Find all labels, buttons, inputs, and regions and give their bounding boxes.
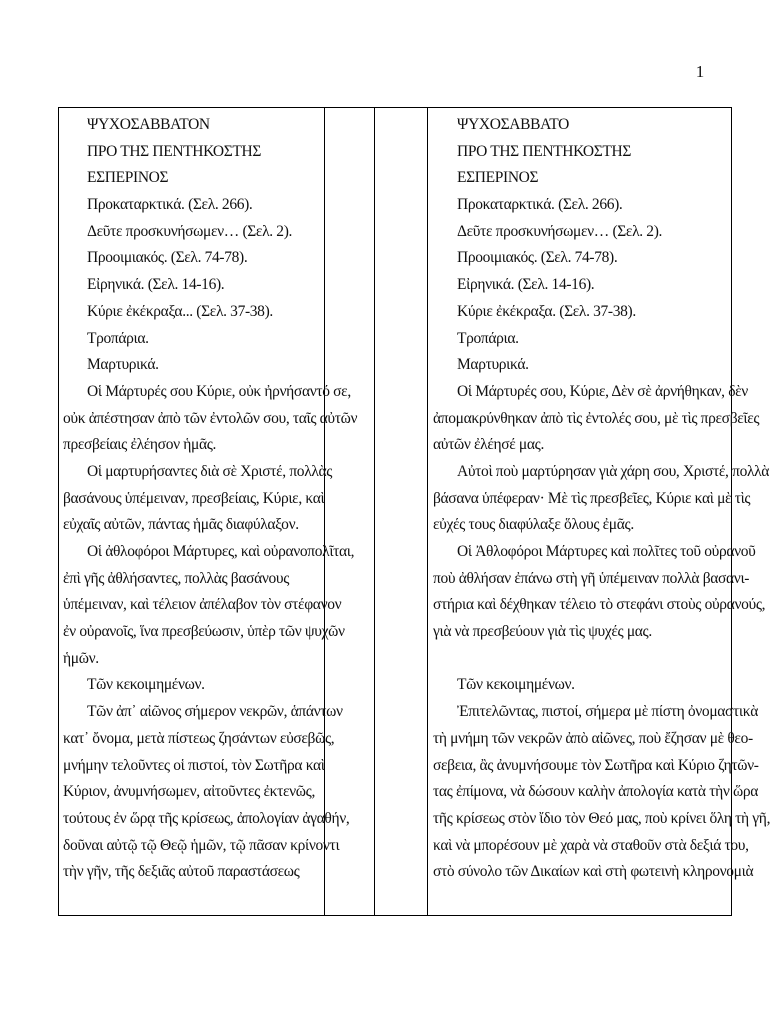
text-line: Οἱ Ἀθλοφόροι Μάρτυρες καὶ πολῖτες τοῦ οὐρανοῦ (457, 543, 756, 560)
text-line: Εἰρηνικά. (Σελ. 14-16). (457, 276, 595, 294)
text-line: Μαρτυρικά. (457, 356, 529, 374)
text-line: Προοιμιακός. (Σελ. 74-78). (87, 249, 248, 267)
text-line: Κύριον, ἀνυμνήσωμεν, αἰτοῦντες ἐκτενῶς, (63, 783, 315, 801)
text-line: σεβεια, ἂς ἀνυμνήσουμε τὸν Σωτῆρα καὶ Κύριο ζητῶν- (433, 756, 759, 774)
text-line: Οἱ ἀθλοφόροι Μάρτυρες, καὶ οὐρανοπολῖται, (87, 543, 355, 560)
text-line: πρεσβείαις ἐλέησον ἡμᾶς. (63, 436, 217, 454)
text-line: Προκαταρκτικά. (Σελ. 266). (87, 196, 253, 214)
text-line: Προοιμιακός. (Σελ. 74-78). (457, 249, 618, 267)
text-line: Οἱ Μάρτυρές σου, Κύριε, Δὲν σὲ ἀρνήθηκαν, δὲν (457, 382, 748, 400)
text-line: ΕΣΠΕΡΙΝΟΣ (87, 169, 169, 187)
text-line: Μαρτυρικά. (87, 356, 159, 374)
modern-greek-column (433, 108, 770, 886)
text-line: τούτους ἐν ὥρᾳ τῆς κρίσεως, ἀπολογίαν ἀγαθήν, (63, 809, 350, 827)
text-line: ἡμῶν. (63, 649, 99, 667)
text-line: εὐχαῖς αὐτῶν, πάντας ἡμᾶς διαφύλαξον. (63, 516, 299, 534)
text-line: Εἰρηνικά. (Σελ. 14-16). (87, 276, 225, 294)
text-line: ΠΡΟ ΤΗΣ ΠΕΝΤΗΚΟΣΤΗΣ (87, 142, 262, 160)
ancient-greek-column (63, 108, 358, 886)
text-line: εὐχές τους διαφύλαξε ὅλους ἐμᾶς. (433, 516, 634, 534)
text-line: ΕΣΠΕΡΙΝΟΣ (457, 169, 539, 187)
column-divider-2 (374, 108, 375, 915)
text-line: Τῶν κεκοιμημένων. (87, 676, 205, 694)
text-line: Οἱ μαρτυρήσαντες διὰ σὲ Χριστέ, πολλὰς (87, 462, 333, 480)
text-line: Τροπάρια. (457, 329, 519, 347)
text-line: ΠΡΟ ΤΗΣ ΠΕΝΤΗΚΟΣΤΗΣ (457, 142, 632, 160)
text-line: τας ἐπίμονα, νὰ δώσουν καλὴν ἀπολογία κατὰ τὴν ὥρα (433, 783, 759, 801)
text-line: Τροπάρια. (87, 329, 149, 347)
text-line: ΨΥΧΟΣΑΒΒΑΤΟ (457, 116, 569, 133)
text-line: αὐτῶν ἐλέησέ μας. (433, 436, 544, 454)
text-line: τὴ μνήμη τῶν νεκρῶν ἀπὸ αἰῶνες, ποὺ ἔζησαν μὲ θεο- (433, 729, 753, 747)
text-line: ἐπὶ γῆς ἀθλήσαντες, πολλὰς βασάνους (63, 569, 290, 587)
text-line: στὸ σύνολο τῶν Δικαίων καὶ στὴ φωτεινὴ κληρονομιὰ (433, 863, 754, 881)
text-line: Κύριε ἐκέκραξα... (Σελ. 37-38). (87, 302, 273, 320)
text-line: δοῦναι αὐτῷ τῷ Θεῷ ἡμῶν, τῷ πᾶσαν κρίνοντι (63, 836, 340, 854)
text-line: Κύριε ἐκέκραξα. (Σελ. 37-38). (457, 302, 636, 320)
text-line: βασάνους ὑπέμειναν, πρεσβείαις, Κύριε, καὶ (63, 489, 325, 507)
text-table (58, 107, 770, 916)
page-number: 1 (695, 62, 705, 81)
text-line: τὴν γῆν, τῆς δεξιᾶς αὐτοῦ παραστάσεως (63, 863, 300, 881)
text-line: Δεῦτε προσκυνήσωμεν… (Σελ. 2). (457, 222, 663, 240)
text-line: Τῶν ἀπ᾽ αἰῶνος σήμερον νεκρῶν, ἁπάντων (87, 703, 343, 721)
text-line: Ἐπιτελῶντας, πιστοί, σήμερα μὲ πίστη ὀνομαστικὰ (457, 703, 758, 721)
text-line: Προκαταρκτικά. (Σελ. 266). (457, 196, 623, 214)
text-line: Οἱ Μάρτυρές σου Κύριε, οὐκ ἠρνήσαντό σε, (87, 382, 351, 400)
text-line: ποὺ ἀθλήσαν ἐπάνω στὴ γῆ ὑπέμειναν πολλὰ βασανι- (433, 569, 750, 587)
text-line: καὶ νὰ μπορέσουν μὲ χαρὰ νὰ σταθοῦν στὰ δεξιά του, (433, 836, 749, 854)
column-divider-1 (324, 108, 325, 915)
text-line: Αὐτοὶ ποὺ μαρτύρησαν γιὰ χάρη σου, Χριστέ, πολλὰ (457, 462, 770, 480)
text-line (433, 646, 729, 673)
text-line: ἐν οὐρανοῖς, ἵνα πρεσβεύωσιν, ὑπὲρ τῶν ψυχῶν (63, 623, 345, 641)
text-line: γιὰ νὰ πρεσβεύουν γιὰ τὶς ψυχές μας. (433, 623, 652, 641)
text-line: στήρια καὶ δέχθηκαν τέλειο τὸ στεφάνι στοὺς οὐρανούς, (433, 596, 766, 614)
text-line: κατ᾽ ὄνομα, μετὰ πίστεως ζησάντων εὐσεβῶς, (63, 729, 335, 747)
text-line: μνήμην τελοῦντες οἱ πιστοί, τὸν Σωτῆρα καὶ (63, 756, 325, 774)
text-line: τῆς κρίσεως στὸν ἴδιο τὸν Θεό μας, ποὺ κρίνει ὅλη τὴ γῆ, (433, 809, 770, 827)
text-line: οὐκ ἀπέστησαν ἀπὸ τῶν ἐντολῶν σου, ταῖς αὐτῶν (63, 409, 358, 427)
column-divider-3 (427, 108, 428, 915)
text-line: ὑπέμειναν, καὶ τέλειον ἀπέλαβον τὸν στέφανον (63, 596, 342, 614)
text-line: Τῶν κεκοιμημένων. (457, 676, 575, 694)
text-line: ΨΥΧΟΣΑΒΒΑΤΟΝ (87, 116, 210, 133)
text-line: ἀπομακρύνθηκαν ἀπὸ τὶς ἐντολές σου, μὲ τὶς πρεσβεῖες (433, 409, 760, 427)
text-line: Δεῦτε προσκυνήσωμεν… (Σελ. 2). (87, 222, 293, 240)
text-line: βάσανα ὑπέφεραν· Μὲ τὶς πρεσβεῖες, Κύριε καὶ μὲ τὶς (433, 489, 751, 507)
